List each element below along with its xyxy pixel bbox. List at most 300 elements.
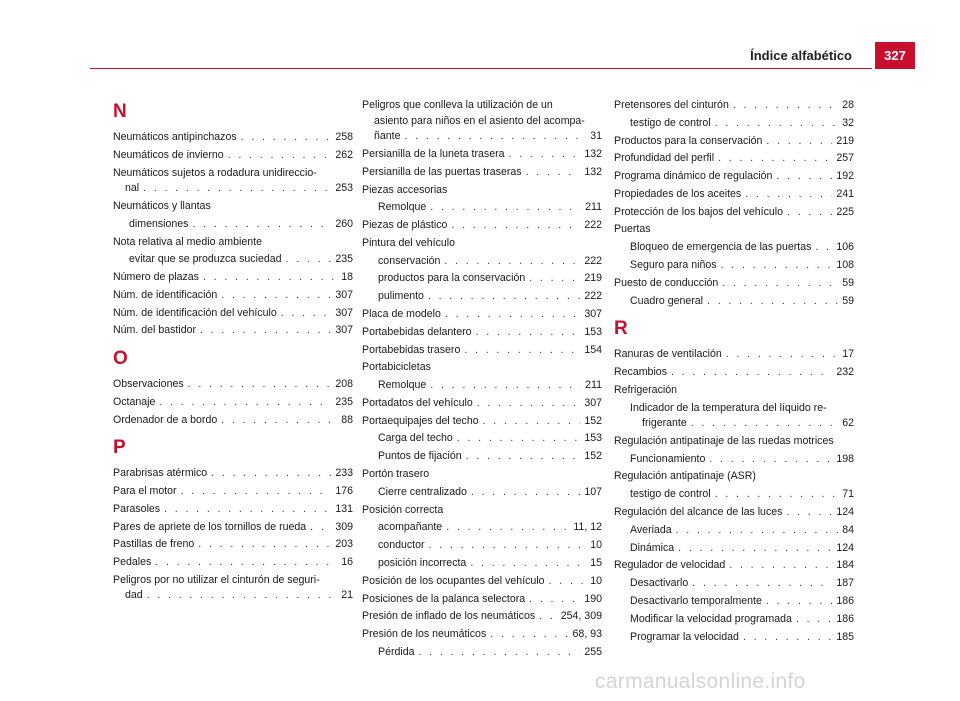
entry-term: Desactivarlo temporalmente [630,594,762,607]
dot-leader [733,98,838,114]
entry-term: conservación [378,254,441,267]
dot-leader [192,217,331,233]
index-line [614,151,854,167]
index-line [362,129,602,145]
entry-page: 307 [335,306,353,319]
dot-leader [143,181,331,197]
entry-heading: Posición correcta [362,503,444,516]
entry-term: Cierre centralizado [378,485,467,498]
entry-page: 235 [335,253,353,266]
entry-term: productos para la conservación [378,272,526,285]
dot-leader [766,594,832,610]
entry-page: 225 [836,205,854,218]
entry-page: 59 [842,276,854,289]
index-line [362,645,602,661]
index-entry [113,252,353,268]
entry-page: 233 [335,467,353,480]
entry-page: 232 [836,365,854,378]
index-entry [362,503,602,519]
entry-term: Desactivarlo [630,577,689,590]
dot-leader [200,323,331,339]
entry-term: dad [125,589,143,602]
entry-page: 10 [590,539,602,552]
watermark: carmanualsonline.info [595,670,806,693]
entry-page: 62 [842,417,854,430]
entry-page: 153 [584,325,602,338]
entry-term: Programa dinámico de regulación [614,170,773,183]
entry-page: 211 [585,201,602,214]
entry-term: ñante [374,130,401,143]
page-header [0,0,960,80]
dot-leader [476,325,581,341]
index-entry [113,466,353,482]
entry-term: Núm. del bastidor [113,324,197,337]
section-letter: R [614,318,628,340]
index-entry [614,434,854,450]
entry-term: Remolque [378,201,427,214]
index-entry [614,294,854,310]
entry-page: 307 [335,324,353,337]
entry-page: 154 [584,343,602,356]
entry-page: 10 [590,574,602,587]
index-entry [614,383,854,399]
entry-term: asiento para niños en el asiento del acompa- [374,114,585,127]
entry-term: Octanaje [113,395,156,408]
index-line [113,288,353,304]
entry-term: Portabebidas delantero [362,325,472,338]
dot-leader [281,306,332,322]
dot-leader [709,452,832,468]
entry-term: Propiedades de los aceites [614,187,742,200]
entry-term: Presión de inflado de los neumáticos [362,610,536,623]
entry-page: 222 [584,254,602,267]
index-entry [362,236,602,252]
entry-page: 307 [584,396,602,409]
index-line [614,134,854,150]
index-line [614,541,854,557]
index-entry [614,541,854,557]
entry-page: 260 [335,217,353,230]
index-line [113,252,353,268]
dot-leader [188,377,332,393]
entry-heading: Nota relativa al medio ambiente [113,235,262,248]
index-entry [614,276,854,292]
entry-page: 59 [842,294,854,307]
index-entry [362,378,602,394]
index-column-3 [614,98,854,647]
entry-heading: Piezas accesorias [362,183,448,196]
entry-page: 131 [335,502,353,515]
dot-leader [428,289,580,305]
entry-page: 108 [836,259,854,272]
index-line [362,378,602,394]
entry-term: Ordenador de a bordo [113,413,218,426]
index-line [362,343,602,359]
index-line [362,609,602,625]
index-line [362,627,602,643]
dot-leader [526,165,581,181]
index-entry [113,520,353,536]
index-line [614,416,854,432]
index-entry [113,323,353,339]
entry-heading: Refrigeración [614,383,678,396]
index-line [113,270,353,286]
index-entry [614,116,854,132]
index-entry [113,502,353,518]
index-line [614,594,854,610]
index-entry [614,505,854,521]
entry-term: Parabrisas atérmico [113,467,208,480]
entry-term: Núm. de identificación del vehículo [113,306,277,319]
entry-page: 11, 12 [573,521,602,534]
index-entry [113,270,353,286]
entry-page: 31 [590,130,602,143]
dot-leader [707,294,838,310]
index-entry [113,199,353,215]
entry-page: 222 [584,219,602,232]
index-line [362,218,602,234]
entry-term: Protección de los bajos del vehículo [614,205,784,218]
entry-heading: Puertas [614,223,651,236]
entry-page: 17 [842,348,854,361]
index-entry [113,235,353,251]
index-line [362,271,602,287]
index-entry [113,413,353,429]
entry-term: nal [125,182,140,195]
entry-page: 84 [842,523,854,536]
dot-leader [729,558,832,574]
index-entry [113,555,353,571]
dot-leader [430,378,581,394]
index-line [362,307,602,323]
entry-page: 186 [836,612,854,625]
dot-leader [198,537,331,553]
index-entry [362,556,602,572]
entry-page: 211 [585,379,602,392]
index-entry [362,254,602,270]
entry-term: Portadatos del vehículo [362,396,473,409]
entry-term: Posición de los ocupantes del vehículo [362,574,545,587]
entry-term: Portabebidas trasero [362,343,461,356]
index-line [362,574,602,590]
section-letter: O [113,348,128,369]
index-entry [362,467,602,483]
entry-term: Posiciones de la palanca selectora [362,592,526,605]
entry-term: Funcionamiento [630,452,706,465]
index-column-2 [362,98,602,663]
entry-term: Cuadro general [630,294,704,307]
index-line [113,306,353,322]
index-line [113,537,353,553]
index-line [362,254,602,270]
index-entry [362,218,602,234]
dot-leader [147,588,338,604]
entry-page: 16 [341,556,353,569]
entry-page: 18 [341,271,353,284]
entry-heading: Pintura del vehículo [362,236,456,249]
entry-page: 124 [836,541,854,554]
index-column-1 [113,98,353,606]
index-entry [362,645,602,661]
entry-term: testigo de control [630,116,711,129]
entry-term: Observaciones [113,378,184,390]
entry-term: dimensiones [129,217,189,230]
dot-leader [445,307,580,323]
index-line [614,365,854,381]
entry-term: Neumáticos sujetos a rodadura unidireccio- [113,166,317,179]
index-line [362,165,602,181]
index-entry [362,325,602,341]
entry-term: Pretensores del cinturón [614,99,729,111]
index-line [362,200,602,216]
dot-leader [718,151,832,167]
index-entry [614,523,854,539]
entry-page: 219 [584,272,602,285]
index-entry [113,217,353,233]
index-entry [614,452,854,468]
entry-page: 309 [335,520,353,533]
dot-leader [241,130,332,146]
section-letter: P [113,437,126,459]
entry-term: Bloqueo de emergencia de las puertas [630,241,812,254]
index-entry [113,484,353,500]
dot-leader [466,449,581,465]
entry-term: Placa de modelo [362,308,441,320]
index-line [614,294,854,310]
dot-leader [743,630,832,646]
entry-page: 208 [335,378,353,390]
entry-term: Persianilla de las puertas traseras [362,165,522,178]
dot-leader [529,271,580,287]
index-line [113,466,353,482]
dot-leader [529,592,580,608]
entry-term: Indicador de la temperatura del líquido re- [630,401,827,414]
entry-term: Para el motor [113,484,177,497]
entry-page: 28 [842,99,854,111]
entry-page: 106 [836,241,854,254]
index-line [113,323,353,339]
index-entry [362,271,602,287]
index-line [362,485,602,501]
index-entry [362,289,602,305]
index-entry [362,627,602,643]
entry-term: Puesto de conducción [614,276,719,289]
dot-leader [471,485,580,501]
index-entry [614,576,854,592]
index-entry [614,258,854,274]
dot-leader [726,347,838,363]
entry-page: 152 [584,414,602,427]
dot-leader [766,134,832,150]
entry-term: Recambios [614,365,667,378]
index-entry [113,306,353,322]
dot-leader [539,609,557,625]
index-line [362,396,602,412]
index-entry [362,538,602,554]
index-entry [614,169,854,185]
index-entry [362,98,602,145]
index-line [614,576,854,592]
entry-heading: Regulación antipatinaje de las ruedas motrices [614,434,834,447]
index-line [362,449,602,465]
entry-heading: Neumáticos y llantas [113,199,211,212]
index-line [614,276,854,292]
entry-term: Presión de los neumáticos [362,628,487,641]
entry-page: 153 [584,432,602,445]
entry-term: posición incorrecta [378,556,467,569]
entry-page: 307 [335,288,353,301]
index-line [362,147,602,163]
dot-leader [490,627,568,643]
entry-page: 253 [335,182,353,195]
dot-leader [691,416,838,432]
entry-heading: Portabicicletas [362,361,431,374]
entry-term: Productos para la conservación [614,134,763,147]
index-entry [614,487,854,503]
dot-leader [310,520,331,536]
index-entry [614,365,854,381]
index-line [362,556,602,572]
index-line [614,187,854,203]
dot-leader [745,187,832,203]
index-entry [113,537,353,553]
entry-term: Núm. de identificación [113,288,218,301]
index-line [362,414,602,430]
dot-leader [722,276,838,292]
entry-term: acompañante [378,521,443,534]
entry-page: 222 [584,290,602,303]
index-entry [113,148,353,164]
index-entry [614,594,854,610]
index-line [113,148,353,164]
page-title: Índice alfabético [750,48,852,63]
entry-page: 219 [836,134,854,147]
entry-term: Dinámica [630,541,675,554]
entry-heading: Regulación antipatinaje (ASR) [614,470,756,483]
dot-leader [470,556,586,572]
entry-term: Peligros por no utilizar el cinturón de seguri- [113,573,320,586]
entry-page: 71 [842,488,854,501]
dot-leader [678,541,832,557]
index-line [113,130,353,146]
entry-term: Ranuras de ventilación [614,348,722,361]
entry-term: Pares de apriete de los tornillos de rueda [113,520,307,533]
index-entry [113,288,353,304]
index-line [113,502,353,518]
dot-leader [429,538,587,554]
index-line [113,181,353,197]
index-line [614,505,854,521]
entry-term: testigo de control [630,488,711,501]
dot-leader [787,205,832,221]
entry-page: 186 [836,594,854,607]
entry-page: 262 [335,148,353,161]
index-entry [614,187,854,203]
dot-leader [446,520,569,536]
index-line [614,487,854,503]
dot-leader [457,431,581,447]
dot-leader [211,466,331,482]
index-line [614,523,854,539]
entry-term: conductor [378,539,425,552]
entry-page: 241 [836,187,854,200]
entry-term: Averiada [630,523,672,536]
index-entry [614,347,854,363]
index-line [362,592,602,608]
entry-page: 187 [836,577,854,590]
index-line [362,520,602,536]
index-entry [362,592,602,608]
entry-page: 152 [584,450,602,463]
dot-leader [451,218,580,234]
dot-leader [549,574,587,590]
dot-leader [419,645,581,661]
index-line [614,452,854,468]
entry-page: 257 [836,152,854,165]
dot-leader [483,414,581,430]
index-entry [362,431,602,447]
entry-page: 185 [836,630,854,643]
entry-page: 258 [335,131,353,143]
index-entry [614,630,854,646]
index-entry [614,612,854,628]
index-line [362,431,602,447]
entry-term: frigerante [642,417,687,430]
header-rule [90,68,872,69]
entry-term: Número de plazas [113,271,199,284]
index-line [614,258,854,274]
index-entry [362,307,602,323]
index-line [614,98,854,114]
index-line [362,289,602,305]
index-entry [362,609,602,625]
dot-leader [676,523,839,539]
index-line [113,484,353,500]
entry-page: 124 [836,506,854,519]
index-entry [362,360,602,376]
index-entry [113,166,353,197]
entry-page: 32 [842,116,854,129]
entry-term: Neumáticos antipinchazos [113,131,237,143]
index-line [113,588,353,604]
entry-page: 192 [836,170,854,183]
index-entry [614,98,854,114]
entry-page: 68, 93 [572,628,602,641]
index-entry [362,520,602,536]
entry-term: Modificar la velocidad programada [630,612,792,625]
index-entry [362,147,602,163]
index-line [614,347,854,363]
dot-leader [159,395,331,411]
index-entry [614,222,854,238]
index-entry [614,558,854,574]
entry-page: 132 [584,147,602,160]
dot-leader [164,502,331,518]
index-entry [113,395,353,411]
entry-page: 254, 309 [560,610,602,623]
entry-page: 132 [584,165,602,178]
index-line [614,205,854,221]
index-entry [362,574,602,590]
index-line [113,413,353,429]
dot-leader [776,169,832,185]
index-entry [362,183,602,199]
dot-leader [444,254,580,270]
index-line [362,325,602,341]
index-entry [614,469,854,485]
entry-term: Neumáticos de invierno [113,148,224,161]
dot-leader [286,252,332,268]
